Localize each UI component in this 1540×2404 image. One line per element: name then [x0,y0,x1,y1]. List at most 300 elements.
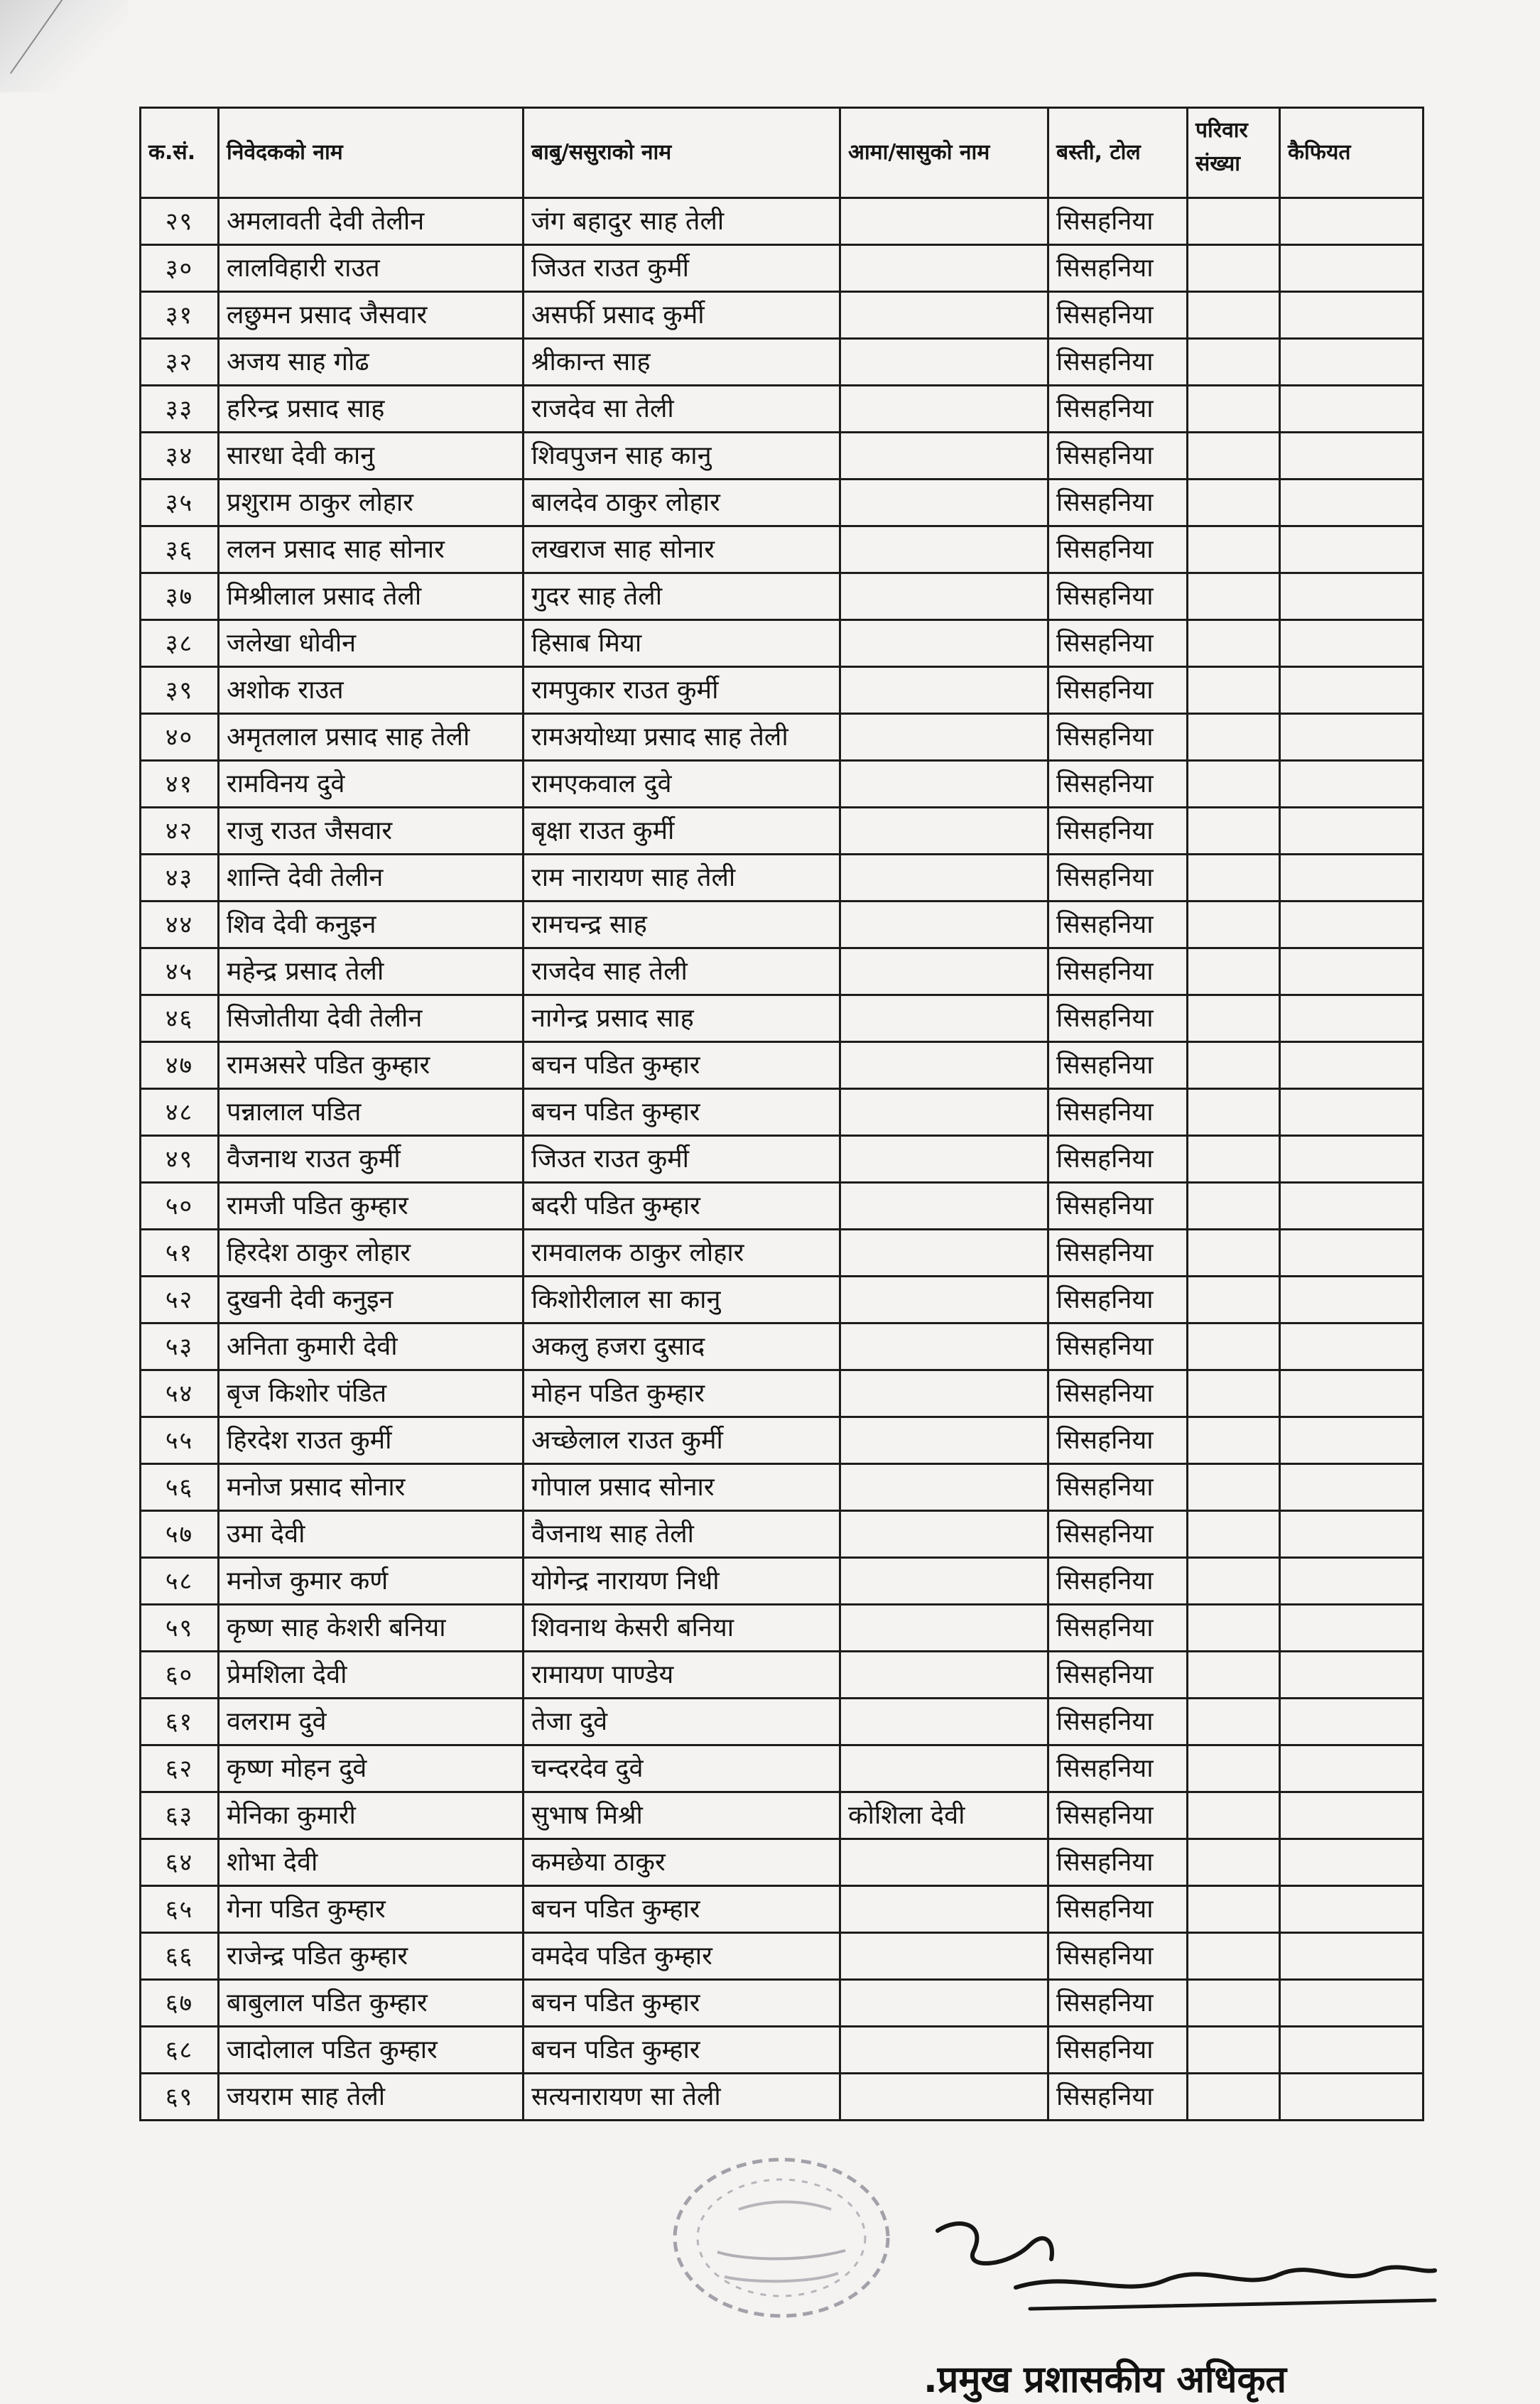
cell-applicant-name: वैजनाथ राउत कुर्मी [219,1136,524,1183]
table-row [141,1933,1424,1980]
cell-family-count [1188,1230,1280,1277]
cell-serial: ४९ [141,1136,219,1183]
cell-mother-name [840,245,1048,292]
cell-remarks [1280,245,1424,292]
cell-family-count [1188,1886,1280,1933]
cell-applicant-name: हरिन्द्र प्रसाद साह [219,386,524,433]
table-row [141,620,1424,667]
cell-applicant-name: मिश्रीलाल प्रसाद तेली [219,573,524,620]
cell-remarks [1280,1745,1424,1792]
cell-remarks [1280,573,1424,620]
cell-serial: ५७ [141,1511,219,1558]
cell-father-name: बचन पडित कुम्हार [524,1980,840,2027]
cell-father-name: कमछेया ठाकुर [524,1839,840,1886]
cell-family-count [1188,1417,1280,1464]
cell-family-count [1188,1370,1280,1417]
cell-settlement: सिसहनिया [1048,1699,1188,1745]
cell-settlement: सिसहनिया [1048,1605,1188,1652]
cell-mother-name [840,1323,1048,1370]
cell-applicant-name: वलराम दुवे [219,1699,524,1745]
cell-father-name: सत्यनारायण सा तेली [524,2074,840,2121]
table-row [141,386,1424,433]
cell-father-name: अकलु हजरा दुसाद [524,1323,840,1370]
table-row [141,480,1424,526]
cell-settlement: सिसहनिया [1048,1511,1188,1558]
table-row [141,1417,1424,1464]
cell-father-name: बचन पडित कुम्हार [524,1886,840,1933]
cell-mother-name [840,1230,1048,1277]
table-row [141,1792,1424,1839]
cell-remarks [1280,1183,1424,1230]
header-family-line1: परिवार [1195,118,1248,143]
table-row [141,1886,1424,1933]
cell-father-name: जिउत राउत कुर्मी [524,1136,840,1183]
cell-remarks [1280,433,1424,480]
table-row [141,902,1424,948]
cell-father-name: बचन पडित कुम्हार [524,1089,840,1136]
cell-settlement: सिसहनिया [1048,245,1188,292]
cell-applicant-name: गेना पडित कुम्हार [219,1886,524,1933]
table-row [141,1089,1424,1136]
table-row [141,995,1424,1042]
cell-father-name: हिसाब मिया [524,620,840,667]
cell-settlement: सिसहनिया [1048,995,1188,1042]
cell-mother-name [840,1464,1048,1511]
cell-serial: ६३ [141,1792,219,1839]
cell-settlement: सिसहनिया [1048,292,1188,339]
cell-serial: ३५ [141,480,219,526]
cell-settlement: सिसहनिया [1048,1792,1188,1839]
table-row [141,1323,1424,1370]
header-family-count [1188,108,1280,198]
cell-family-count [1188,292,1280,339]
cell-applicant-name: अशोक राउत [219,667,524,714]
cell-father-name: सुभाष मिश्री [524,1792,840,1839]
cell-father-name: बचन पडित कुम्हार [524,2027,840,2074]
header-applicant-name: निवेदकको नाम [219,108,524,198]
cell-mother-name [840,1136,1048,1183]
cell-family-count [1188,1699,1280,1745]
cell-applicant-name: जादोलाल पडित कुम्हार [219,2027,524,2074]
cell-applicant-name: लछुमन प्रसाद जैसवार [219,292,524,339]
cell-serial: ३८ [141,620,219,667]
cell-remarks [1280,1699,1424,1745]
cell-remarks [1280,1511,1424,1558]
cell-family-count [1188,1089,1280,1136]
cell-settlement: सिसहनिया [1048,1886,1188,1933]
header-serial: क.सं. [141,108,219,198]
office-stamp [632,2131,931,2344]
cell-mother-name [840,1042,1048,1089]
cell-settlement: सिसहनिया [1048,1370,1188,1417]
cell-settlement: सिसहनिया [1048,902,1188,948]
cell-serial: ६२ [141,1745,219,1792]
cell-serial: ३४ [141,433,219,480]
table-row [141,526,1424,573]
cell-serial: ५१ [141,1230,219,1277]
cell-father-name: गोपाल प्रसाद सोनार [524,1464,840,1511]
cell-settlement: सिसहनिया [1048,808,1188,855]
cell-serial: ५३ [141,1323,219,1370]
cell-family-count [1188,948,1280,995]
signature-scribble [909,2202,1449,2344]
cell-remarks [1280,2074,1424,2121]
cell-father-name: रामपुकार राउत कुर्मी [524,667,840,714]
cell-serial: ६० [141,1652,219,1699]
cell-mother-name [840,1933,1048,1980]
cell-applicant-name: हिरदेश ठाकुर लोहार [219,1230,524,1277]
cell-applicant-name: शान्ति देवी तेलीन [219,855,524,902]
cell-serial: ४५ [141,948,219,995]
cell-remarks [1280,1230,1424,1277]
cell-settlement: सिसहनिया [1048,667,1188,714]
cell-father-name: बचन पडित कुम्हार [524,1042,840,1089]
cell-applicant-name: प्रशुराम ठाकुर लोहार [219,480,524,526]
cell-applicant-name: कृष्ण मोहन दुवे [219,1745,524,1792]
cell-settlement: सिसहनिया [1048,1042,1188,1089]
cell-remarks [1280,1277,1424,1323]
cell-remarks [1280,1136,1424,1183]
table-row [141,1183,1424,1230]
cell-mother-name [840,714,1048,761]
cell-family-count [1188,339,1280,386]
cell-family-count [1188,526,1280,573]
cell-serial: २९ [141,198,219,245]
table-row [141,1745,1424,1792]
table-row [141,808,1424,855]
cell-applicant-name: लालविहारी राउत [219,245,524,292]
cell-settlement: सिसहनिया [1048,339,1188,386]
cell-father-name: राजदेव साह तेली [524,948,840,995]
cell-remarks [1280,1323,1424,1370]
table-row [141,1277,1424,1323]
cell-serial: ६५ [141,1886,219,1933]
cell-remarks [1280,526,1424,573]
cell-serial: ४४ [141,902,219,948]
cell-settlement: सिसहनिया [1048,480,1188,526]
cell-father-name: रामएकवाल दुवे [524,761,840,808]
cell-serial: ५९ [141,1605,219,1652]
cell-serial: ३० [141,245,219,292]
cell-family-count [1188,1558,1280,1605]
cell-settlement: सिसहनिया [1048,198,1188,245]
cell-family-count [1188,1980,1280,2027]
cell-remarks [1280,386,1424,433]
cell-family-count [1188,855,1280,902]
header-mother-name: आमा/सासुको नाम [840,108,1048,198]
cell-mother-name [840,808,1048,855]
cell-mother-name [840,1277,1048,1323]
cell-remarks [1280,2027,1424,2074]
cell-mother-name [840,1980,1048,2027]
cell-father-name: राजदेव सा तेली [524,386,840,433]
cell-mother-name [840,1652,1048,1699]
cell-family-count [1188,1323,1280,1370]
cell-applicant-name: अमृतलाल प्रसाद साह तेली [219,714,524,761]
cell-father-name: रामवालक ठाकुर लोहार [524,1230,840,1277]
cell-serial: ३६ [141,526,219,573]
cell-applicant-name: सारधा देवी कानु [219,433,524,480]
cell-serial: ४६ [141,995,219,1042]
cell-remarks [1280,1417,1424,1464]
cell-applicant-name: शोभा देवी [219,1839,524,1886]
cell-remarks [1280,995,1424,1042]
officer-designation: .प्रमुख प्रशासकीय अधिकृत [923,2359,1287,2401]
cell-applicant-name: हिरदेश राउत कुर्मी [219,1417,524,1464]
cell-serial: ५६ [141,1464,219,1511]
cell-remarks [1280,1886,1424,1933]
cell-applicant-name: महेन्द्र प्रसाद तेली [219,948,524,995]
cell-remarks [1280,1089,1424,1136]
cell-serial: ४२ [141,808,219,855]
cell-applicant-name: राजु राउत जैसवार [219,808,524,855]
cell-applicant-name: उमा देवी [219,1511,524,1558]
cell-settlement: सिसहनिया [1048,714,1188,761]
cell-family-count [1188,761,1280,808]
cell-father-name: रामायण पाण्डेय [524,1652,840,1699]
cell-father-name: रामअयोध्या प्रसाद साह तेली [524,714,840,761]
cell-family-count [1188,1792,1280,1839]
cell-remarks [1280,1980,1424,2027]
cell-serial: ४७ [141,1042,219,1089]
table-row [141,714,1424,761]
cell-mother-name [840,1558,1048,1605]
cell-applicant-name: कृष्ण साह केशरी बनिया [219,1605,524,1652]
cell-father-name: रामचन्द्र साह [524,902,840,948]
cell-applicant-name: मनोज कुमार कर्ण [219,1558,524,1605]
table-row [141,339,1424,386]
cell-applicant-name: अजय साह गोढ [219,339,524,386]
cell-applicant-name: अमलावती देवी तेलीन [219,198,524,245]
cell-settlement: सिसहनिया [1048,761,1188,808]
table-row [141,948,1424,995]
cell-mother-name [840,1699,1048,1745]
cell-remarks [1280,198,1424,245]
cell-family-count [1188,245,1280,292]
cell-mother-name [840,761,1048,808]
cell-mother-name [840,1511,1048,1558]
cell-mother-name [840,855,1048,902]
cell-father-name: अच्छेलाल राउत कुर्मी [524,1417,840,1464]
cell-family-count [1188,1042,1280,1089]
cell-remarks [1280,1839,1424,1886]
cell-settlement: सिसहनिया [1048,2027,1188,2074]
cell-father-name: बृक्षा राउत कुर्मी [524,808,840,855]
cell-applicant-name: बाबुलाल पडित कुम्हार [219,1980,524,2027]
cell-family-count [1188,2027,1280,2074]
cell-settlement: सिसहनिया [1048,1183,1188,1230]
table-header-row [141,108,1424,198]
cell-settlement: सिसहनिया [1048,1980,1188,2027]
cell-father-name: श्रीकान्त साह [524,339,840,386]
cell-serial: ५४ [141,1370,219,1417]
cell-remarks [1280,667,1424,714]
cell-mother-name [840,2027,1048,2074]
cell-family-count [1188,1136,1280,1183]
cell-mother-name [840,1089,1048,1136]
table-row [141,292,1424,339]
table-row [141,667,1424,714]
table-row [141,761,1424,808]
cell-settlement: सिसहनिया [1048,620,1188,667]
cell-mother-name [840,1605,1048,1652]
cell-family-count [1188,995,1280,1042]
cell-father-name: बदरी पडित कुम्हार [524,1183,840,1230]
cell-serial: ४० [141,714,219,761]
cell-serial: ६७ [141,1980,219,2027]
table-row [141,1980,1424,2027]
cell-applicant-name: ललन प्रसाद साह सोनार [219,526,524,573]
cell-applicant-name: सिजोतीया देवी तेलीन [219,995,524,1042]
table-row [141,1230,1424,1277]
cell-family-count [1188,386,1280,433]
cell-remarks [1280,292,1424,339]
table-row [141,1558,1424,1605]
cell-serial: ५२ [141,1277,219,1323]
cell-family-count [1188,667,1280,714]
cell-settlement: सिसहनिया [1048,1839,1188,1886]
cell-settlement: सिसहनिया [1048,1323,1188,1370]
cell-family-count [1188,1652,1280,1699]
cell-remarks [1280,714,1424,761]
cell-serial: ६१ [141,1699,219,1745]
cell-mother-name [840,948,1048,995]
cell-family-count [1188,620,1280,667]
cell-serial: ५८ [141,1558,219,1605]
cell-family-count [1188,2074,1280,2121]
cell-father-name: किशोरीलाल सा कानु [524,1277,840,1323]
cell-family-count [1188,1839,1280,1886]
cell-father-name: योगेन्द्र नारायण निधी [524,1558,840,1605]
cell-remarks [1280,1464,1424,1511]
cell-settlement: सिसहनिया [1048,1277,1188,1323]
officer-signature-block [909,2202,1449,2404]
cell-serial: ६६ [141,1933,219,1980]
cell-remarks [1280,902,1424,948]
cell-applicant-name: रामजी पडित कुम्हार [219,1183,524,1230]
cell-remarks [1280,1370,1424,1417]
cell-family-count [1188,1183,1280,1230]
table-row [141,1839,1424,1886]
cell-father-name: शिवनाथ केसरी बनिया [524,1605,840,1652]
cell-serial: ४८ [141,1089,219,1136]
cell-applicant-name: रामअसरे पडित कुम्हार [219,1042,524,1089]
cell-applicant-name: प्रेमशिला देवी [219,1652,524,1699]
cell-mother-name [840,620,1048,667]
cell-mother-name [840,1370,1048,1417]
header-family-line2: संख्या [1195,151,1240,176]
cell-mother-name [840,2074,1048,2121]
cell-serial: ३७ [141,573,219,620]
cell-mother-name: कोशिला देवी [840,1792,1048,1839]
cell-applicant-name: बृज किशोर पंडित [219,1370,524,1417]
table-body [141,198,1424,2121]
cell-mother-name [840,667,1048,714]
cell-mother-name [840,386,1048,433]
cell-applicant-name: मनोज प्रसाद सोनार [219,1464,524,1511]
cell-settlement: सिसहनिया [1048,1652,1188,1699]
cell-mother-name [840,1417,1048,1464]
cell-family-count [1188,1745,1280,1792]
cell-applicant-name: अनिता कुमारी देवी [219,1323,524,1370]
cell-remarks [1280,480,1424,526]
cell-father-name: जंग बहादुर साह तेली [524,198,840,245]
cell-father-name: तेजा दुवे [524,1699,840,1745]
cell-family-count [1188,1933,1280,1980]
cell-mother-name [840,995,1048,1042]
cell-remarks [1280,948,1424,995]
cell-father-name: लखराज साह सोनार [524,526,840,573]
cell-father-name: वमदेव पडित कुम्हार [524,1933,840,1980]
page-corner-shadow [0,0,128,92]
cell-applicant-name: जयराम साह तेली [219,2074,524,2121]
cell-mother-name [840,198,1048,245]
table-row [141,1042,1424,1089]
cell-settlement: सिसहनिया [1048,1933,1188,1980]
cell-family-count [1188,1605,1280,1652]
table-row [141,1605,1424,1652]
cell-mother-name [840,480,1048,526]
cell-mother-name [840,1886,1048,1933]
table-row [141,855,1424,902]
cell-settlement: सिसहनिया [1048,1745,1188,1792]
cell-mother-name [840,1183,1048,1230]
cell-settlement: सिसहनिया [1048,2074,1188,2121]
cell-remarks [1280,808,1424,855]
header-settlement: बस्ती, टोल [1048,108,1188,198]
cell-mother-name [840,339,1048,386]
cell-settlement: सिसहनिया [1048,1230,1188,1277]
cell-remarks [1280,1605,1424,1652]
cell-father-name: राम नारायण साह तेली [524,855,840,902]
table-row [141,2027,1424,2074]
cell-applicant-name: पन्नालाल पडित [219,1089,524,1136]
cell-applicant-name: मेनिका कुमारी [219,1792,524,1839]
cell-settlement: सिसहनिया [1048,1136,1188,1183]
cell-serial: ३१ [141,292,219,339]
cell-mother-name [840,292,1048,339]
cell-applicant-name: दुखनी देवी कनुइन [219,1277,524,1323]
cell-mother-name [840,433,1048,480]
cell-remarks [1280,761,1424,808]
table-row [141,1511,1424,1558]
cell-serial: ३९ [141,667,219,714]
cell-remarks [1280,855,1424,902]
cell-family-count [1188,433,1280,480]
cell-settlement: सिसहनिया [1048,1558,1188,1605]
cell-serial: ६९ [141,2074,219,2121]
table-row [141,433,1424,480]
cell-settlement: सिसहनिया [1048,573,1188,620]
cell-mother-name [840,1839,1048,1886]
cell-applicant-name: राजेन्द्र पडित कुम्हार [219,1933,524,1980]
header-father-name: बाबु/ससुराको नाम [524,108,840,198]
table-row [141,198,1424,245]
cell-family-count [1188,808,1280,855]
cell-mother-name [840,1745,1048,1792]
table-row [141,1699,1424,1745]
cell-serial: ५५ [141,1417,219,1464]
cell-father-name: वैजनाथ साह तेली [524,1511,840,1558]
cell-settlement: सिसहनिया [1048,526,1188,573]
applicant-register-table [139,107,1424,2121]
cell-serial: ४३ [141,855,219,902]
cell-family-count [1188,480,1280,526]
cell-family-count [1188,1277,1280,1323]
cell-father-name: असर्फी प्रसाद कुर्मी [524,292,840,339]
cell-family-count [1188,1511,1280,1558]
cell-family-count [1188,902,1280,948]
